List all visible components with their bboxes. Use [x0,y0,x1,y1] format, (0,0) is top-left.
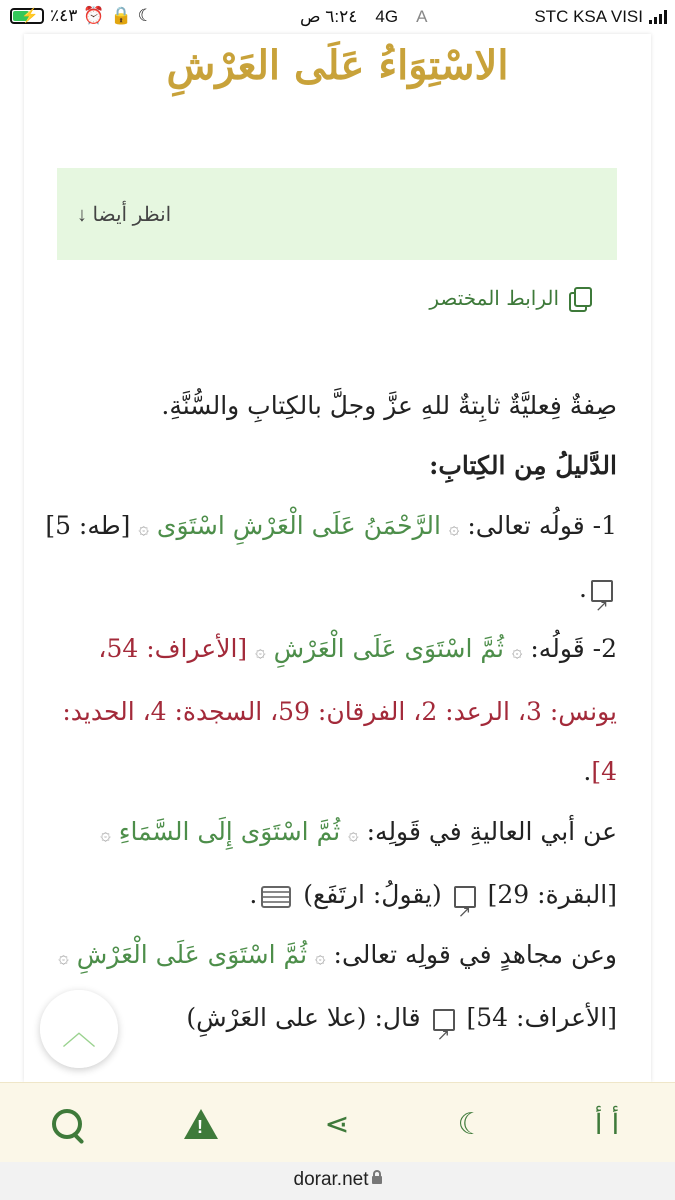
text: عن أبي العاليةِ في قَولِه: [358,817,617,846]
moon-icon: ☾ [457,1106,485,1142]
battery-icon: ⚡ [10,8,44,24]
paragraph-3: 1- قولُه تعالى: ۞ الرَّحْمَنُ عَلَى الْعَرْشِ اسْتَوَى ۞ [طه: 5] ↗. [34,496,617,619]
short-link-button[interactable] [429,286,591,310]
copy-icon [567,286,591,310]
network-type: 4G [375,7,399,26]
article-card [24,34,651,1082]
a-indicator: A [416,7,428,26]
paragraph-5: عن أبي العاليةِ في قَولِه: ۞ ثُمَّ اسْتَوَى إِلَى السَّمَاءِ ۞ [البقرة: 29] ↗ (يقولُ: ارتَفَع) . [34,802,617,925]
ornament-icon: ۞ [315,947,326,968]
quote-text: (يقولُ: ارتَفَع) [303,880,442,909]
signal-icon [649,10,667,24]
moon-icon: ☾ [137,6,153,25]
status-time: ٦:٢٤ ص [300,7,358,26]
paragraph-4: 2- قَولُه: ۞ ثُمَّ اسْتَوَى عَلَى الْعَرْشِ ۞ [الأعراف: 54، يونس: 3، الرعد: 2، الفرقان: 59، السجدة: 4، الحديد: 4]. [62,634,617,786]
ornament-icon: ۞ [100,824,111,845]
quran-verse[interactable]: ثُمَّ اسْتَوَى إِلَى السَّمَاءِ [118,817,341,846]
bottom-toolbar [0,1082,675,1163]
ornament-icon: ۞ [511,641,523,662]
search-button[interactable] [44,1101,90,1147]
ornament-icon: ۞ [448,518,460,539]
paragraph-2: الدَّليلُ مِن الكِتابِ: [429,451,617,480]
verse-refs[interactable]: [الأعراف: 54، يونس: 3، الرعد: 2، الفرقان: 59، السجدة: 4، الحديد: 4] [62,634,617,786]
ornament-icon: ۞ [348,824,359,845]
verse-ref: [طه: 5] [45,511,131,540]
status-right [534,7,667,27]
status-mid [300,7,427,27]
quran-verse[interactable]: الرَّحْمَنُ عَلَى الْعَرْشِ اسْتَوَى [156,511,441,540]
see-also-label[interactable]: انظر أيضا ↓ [77,204,172,226]
warning-icon [184,1109,218,1139]
status-bar [0,0,675,34]
external-link-icon[interactable] [433,1009,455,1031]
text: 2- قَولُه: [522,634,617,663]
status-left [10,6,153,26]
share-button[interactable] [314,1101,360,1147]
alarm-icon: ⏰ [83,6,105,25]
orientation-lock-icon: 🔒 [110,6,132,25]
share-icon: ⋖ [324,1106,350,1142]
dark-mode-button[interactable] [448,1101,494,1147]
ornament-icon: ۞ [138,518,149,539]
short-link-label: الرابط المختصر [429,286,559,310]
text: وعن مجاهدٍ في قولِه تعالى: [325,940,617,969]
battery-percent: ٪٤٣ [50,6,78,25]
chevron-up-icon: ︿ [62,1012,96,1053]
report-button[interactable] [178,1101,224,1147]
quran-verse[interactable]: ثُمَّ اسْتَوَى عَلَى الْعَرْشِ [273,634,504,663]
font-size-label: أ أ [594,1107,620,1141]
search-icon [52,1109,82,1139]
page-title: الاسْتِوَاءُ عَلَى العَرْشِ [166,42,509,89]
article-body [34,376,617,1048]
carrier-name: STC KSA VISI [534,7,643,26]
url-text: dorar.net [293,1169,369,1190]
verse-ref: [البقرة: 29] [479,880,617,909]
url-bar[interactable] [0,1162,675,1200]
text: 1- قولُه تعالى: [459,511,617,540]
lock-icon [372,1176,382,1184]
paragraph-1: صِفةٌ فِعليَّةٌ ثابِتةٌ للهِ عزَّ وجلَّ بالكِتابِ والسُّنَّةِ. [161,391,617,420]
verse-ref: [الأعراف: 54] [458,1003,617,1032]
font-size-button[interactable] [584,1101,630,1147]
source-list-icon[interactable] [261,886,291,908]
external-link-icon[interactable] [591,580,613,602]
paragraph-6 [34,925,617,1048]
quote-text: قال: (علا على العَرْشِ) [186,1003,421,1032]
see-also-box[interactable] [57,168,617,260]
scroll-to-top-button[interactable] [40,990,118,1068]
quran-verse[interactable]: ثُمَّ اسْتَوَى عَلَى الْعَرْشِ [76,940,308,969]
external-link-icon[interactable] [454,886,476,908]
ornament-icon: ۞ [58,947,69,968]
ornament-icon: ۞ [255,641,266,662]
